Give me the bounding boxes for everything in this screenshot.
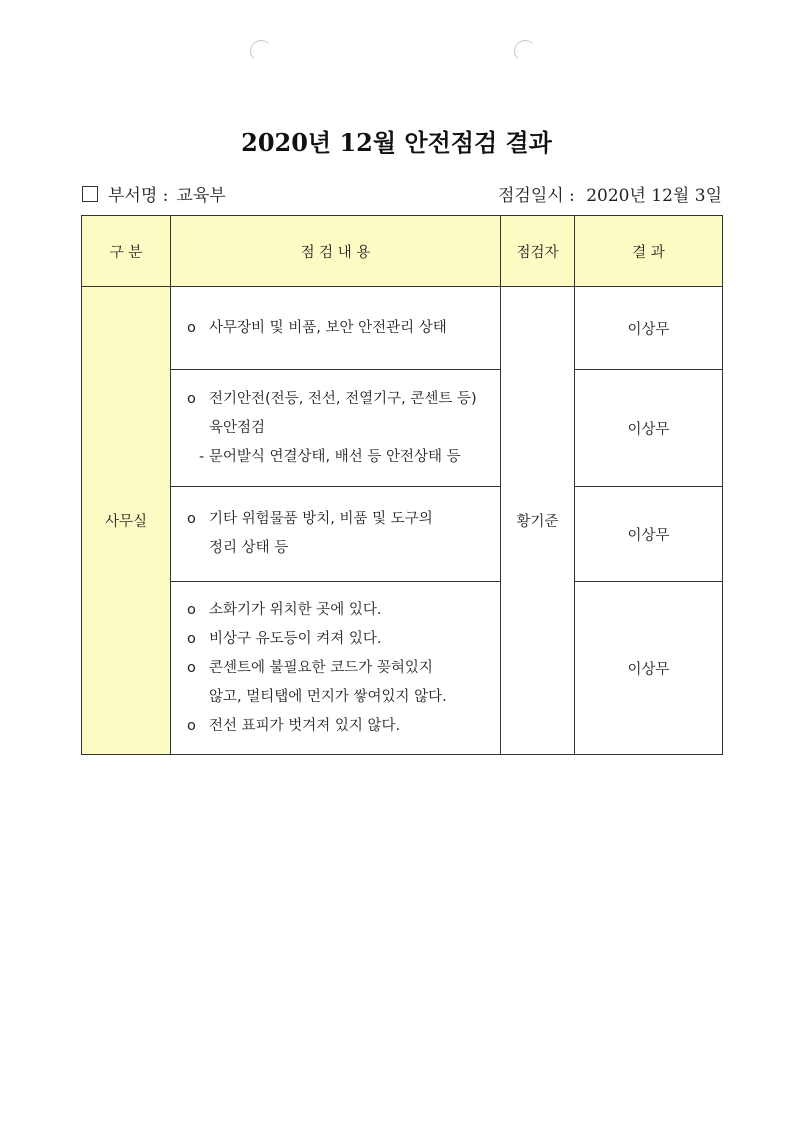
content-text: 정리 상태 등	[209, 540, 289, 556]
result-cell: 이상무	[575, 582, 723, 755]
content-text: 전선 표피가 벗겨져 있지 않다.	[209, 717, 401, 734]
bullet-marker: o	[187, 319, 196, 336]
checkbox-icon	[82, 186, 98, 202]
department-value: 교육부	[176, 186, 226, 206]
bullet-marker: o	[187, 511, 196, 527]
bullet-marker: o	[187, 630, 196, 647]
content-line	[187, 654, 486, 683]
table-row	[82, 582, 723, 755]
content-text: 기타 위험물품 방치, 비품 및 도구의	[209, 511, 433, 527]
inspection-date-value: 2020년 12월 3일	[586, 186, 722, 206]
department-info	[82, 181, 226, 206]
content-text: 전기안전(전등, 전선, 전열기구, 콘센트 등)	[209, 390, 477, 407]
content-text: 사무장비 및 비품, 보안 안전관리 상태	[209, 319, 447, 336]
content-text: 않고, 멀티탭에 먼지가 쌓여있지 않다.	[209, 688, 447, 705]
header-content: 점 검 내 용	[171, 216, 501, 287]
table-row	[82, 287, 723, 370]
result-cell: 이상무	[575, 487, 723, 582]
bullet-marker: o	[187, 390, 196, 407]
inspection-table	[81, 215, 723, 755]
inspection-date	[498, 181, 722, 206]
table-header-row	[82, 216, 723, 287]
department-label: 부서명 :	[108, 186, 169, 206]
bullet-marker: o	[187, 601, 196, 618]
content-line	[187, 712, 486, 741]
content-line	[187, 385, 486, 414]
content-line	[187, 534, 486, 563]
content-text: 비상구 유도등이 켜져 있다.	[209, 630, 382, 647]
content-cell	[171, 370, 501, 487]
punch-hole-right	[514, 40, 536, 62]
category-cell: 사무실	[82, 287, 171, 755]
content-line	[187, 314, 486, 343]
inspector-cell: 황기준	[501, 287, 575, 755]
result-cell: 이상무	[575, 370, 723, 487]
content-text: - 문어발식 연결상태, 배선 등 안전상태 등	[199, 448, 461, 465]
content-line	[187, 683, 486, 712]
content-line	[187, 505, 486, 534]
header-category: 구 분	[82, 216, 171, 287]
content-line	[187, 443, 486, 472]
header-result: 결 과	[575, 216, 723, 287]
content-cell	[171, 487, 501, 582]
content-text: 소화기가 위치한 곳에 있다.	[209, 601, 382, 618]
meta-row	[82, 181, 722, 207]
content-line	[187, 596, 486, 625]
page-title: 2020년 12월 안전점검 결과	[241, 128, 552, 157]
content-line	[187, 414, 486, 443]
inspection-date-label: 점검일시 :	[497, 186, 575, 206]
result-cell: 이상무	[575, 287, 723, 370]
content-line	[187, 625, 486, 654]
header-inspector: 점검자	[501, 216, 575, 287]
bullet-marker: o	[187, 717, 196, 734]
content-cell	[171, 582, 501, 755]
table-row	[82, 487, 723, 582]
table-row	[82, 370, 723, 487]
punch-hole-left	[250, 40, 272, 62]
content-cell	[171, 287, 501, 370]
bullet-marker: o	[187, 659, 196, 676]
content-text: 육안점검	[209, 419, 266, 436]
content-text: 콘센트에 불필요한 코드가 꽂혀있지	[209, 659, 433, 676]
